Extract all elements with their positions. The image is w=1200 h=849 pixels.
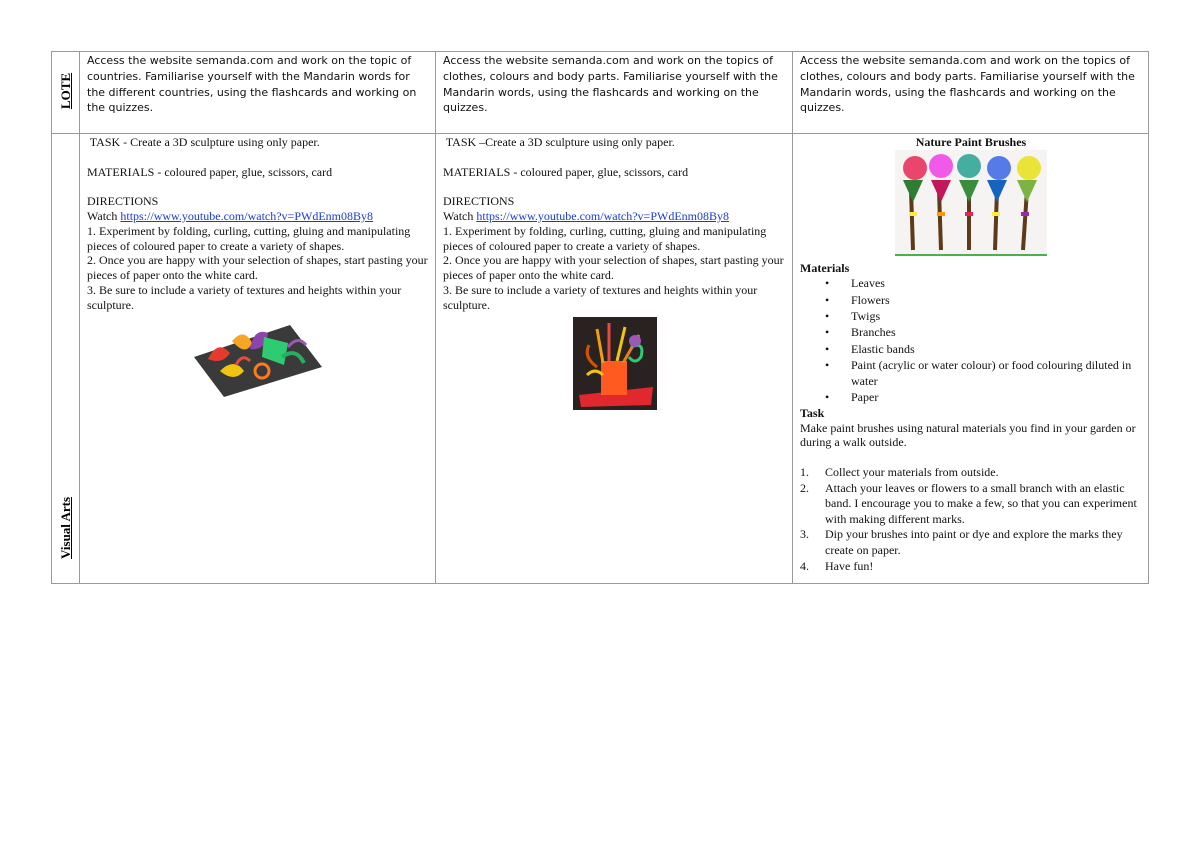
lote-label-cell <box>52 52 80 134</box>
timetable-grid <box>51 51 1149 584</box>
list-item: • Elastic bands <box>851 341 1142 357</box>
lote-row <box>52 52 1149 134</box>
step-number: 1. <box>800 464 809 479</box>
watch-label: Watch <box>87 208 121 223</box>
list-item <box>800 527 1142 558</box>
lote-label: LOTE <box>57 72 73 109</box>
direction-step-3: 3. Be sure to include a variety of textures and heights within your sculpture. <box>87 282 402 312</box>
materials-text: MATERIALS - coloured paper, glue, scissors, card <box>443 164 689 179</box>
nature-brushes-title: Nature Paint Brushes <box>915 135 1027 149</box>
step-number: 2. <box>800 480 809 495</box>
directions-heading: DIRECTIONS <box>443 194 515 209</box>
paint-brushes-image <box>895 150 1047 256</box>
visual-arts-label: Visual Arts <box>57 497 73 559</box>
step-number: 4. <box>800 558 809 573</box>
list-item: • Flowers <box>851 292 1142 308</box>
direction-step-1: 1. Experiment by folding, curling, cutting, gluing and manipulating pieces of coloured paper to create a variety of shapes. <box>87 223 411 253</box>
list-item <box>800 480 1142 528</box>
step-text: Attach your leaves or flowers to a small branch with an elastic band. I encourage you to make a few, so that you can experiment with making different marks. <box>825 480 1137 526</box>
youtube-link[interactable]: https://www.youtube.com/watch?v=PWdEnm08By8 <box>476 208 729 223</box>
task-text: TASK - Create a 3D sculpture using only paper. <box>87 135 320 149</box>
watch-line <box>443 209 786 224</box>
watch-label: Watch <box>443 208 477 223</box>
lote-text-3: Access the website semanda.com and work on the topics of clothes, colours and body parts. Familiarise yourself with the Mandarin words, using the flashcards and working on the quizzes. <box>800 54 1135 115</box>
list-item: • Branches <box>851 324 1142 340</box>
materials-list <box>800 275 1142 405</box>
visual-arts-label-cell <box>52 134 80 584</box>
step-text: Collect your materials from outside. <box>825 464 999 479</box>
list-item <box>800 558 1142 575</box>
directions-heading: DIRECTIONS <box>87 194 159 209</box>
visual-arts-row <box>52 134 1149 584</box>
list-item: • Paper <box>851 389 1142 405</box>
steps-list <box>800 465 1142 574</box>
step-text: Dip your brushes into paint or dye and explore the marks they create on paper. <box>825 527 1123 557</box>
visual-arts-cell-3 <box>793 134 1149 584</box>
visual-arts-cell-1 <box>80 134 436 584</box>
step-text: Have fun! <box>825 558 874 573</box>
step-number: 3. <box>800 527 809 542</box>
visual-arts-cell-2 <box>436 134 793 584</box>
lote-text-2: Access the website semanda.com and work on the topics of clothes, colours and body parts. Familiarise yourself with the Mandarin words, using the flashcards and working on the quizzes. <box>443 54 778 115</box>
lote-cell-2 <box>436 52 793 134</box>
list-item: • Paint (acrylic or water colour) or food colouring diluted in water <box>851 357 1142 390</box>
youtube-link[interactable]: https://www.youtube.com/watch?v=PWdEnm08By8 <box>120 208 373 223</box>
list-item: • Leaves <box>851 275 1142 291</box>
paper-sculpture-image <box>194 319 322 397</box>
lote-cell-3 <box>793 52 1149 134</box>
direction-step-2: 2. Once you are happy with your selection of shapes, start pasting your pieces of paper onto the white card. <box>87 253 428 283</box>
lote-cell-1 <box>80 52 436 134</box>
direction-step-2: 2. Once you are happy with your selection of shapes, start pasting your pieces of paper onto the white card. <box>443 253 784 283</box>
materials-text: MATERIALS - coloured paper, glue, scissors, card <box>87 164 333 179</box>
task-description: Make paint brushes using natural materials you find in your garden or during a walk outside. <box>800 420 1136 450</box>
list-item: • Twigs <box>851 308 1142 324</box>
direction-step-1: 1. Experiment by folding, curling, cutting, gluing and manipulating pieces of coloured paper to create a variety of shapes. <box>443 223 767 253</box>
list-item <box>800 464 1142 481</box>
paper-sculpture-image <box>573 317 657 410</box>
task-heading: Task <box>800 405 825 420</box>
materials-heading: Materials <box>800 260 850 275</box>
watch-line <box>87 209 429 224</box>
task-text: TASK –Create a 3D sculpture using only paper. <box>443 135 675 149</box>
lote-text-1: Access the website semanda.com and work on the topic of countries. Familiarise yourself with the Mandarin words for the different countries, using the flashcards and working on the quizzes. <box>87 54 417 115</box>
direction-step-3: 3. Be sure to include a variety of textures and heights within your sculpture. <box>443 282 758 312</box>
